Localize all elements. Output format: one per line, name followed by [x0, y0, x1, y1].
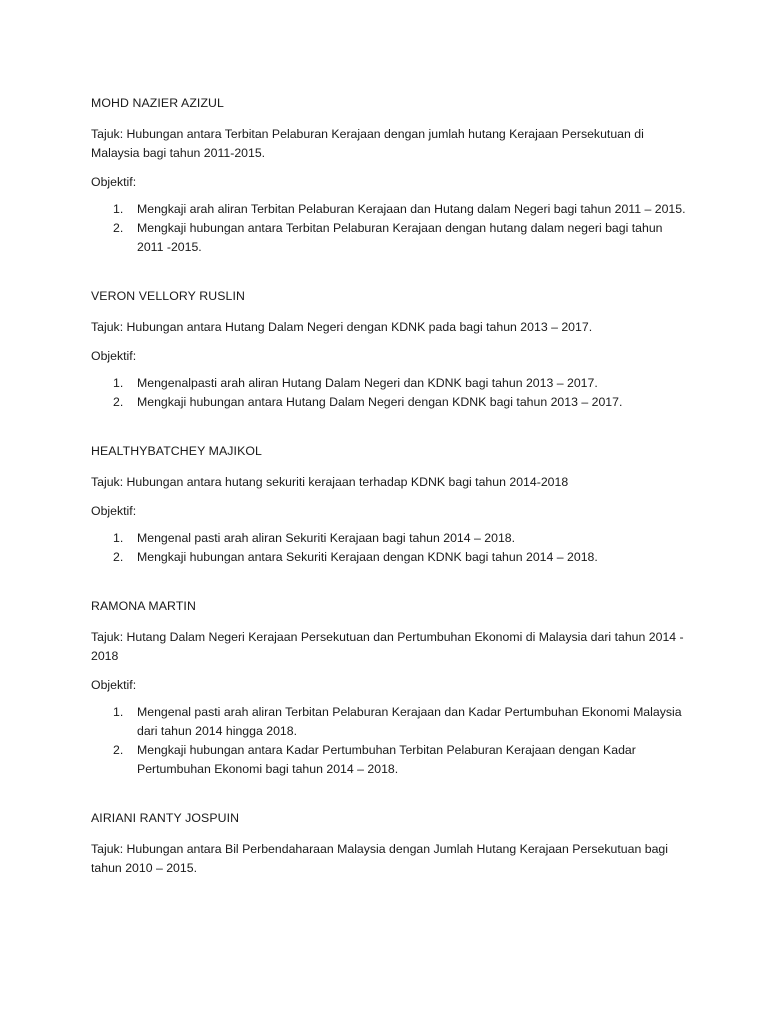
- objective-text: Mengenal pasti arah aliran Terbitan Pelaburan Kerajaan dan Kadar Pertumbuhan Ekonomi Malaysia dari tahun 2014 hingga 2018.: [137, 705, 682, 738]
- objective-text: Mengkaji hubungan antara Sekuriti Kerajaan dengan KDNK bagi tahun 2014 – 2018.: [137, 550, 598, 564]
- objective-label: Objektif:: [91, 175, 137, 189]
- document-body: [91, 94, 691, 908]
- objective-item: [91, 548, 691, 567]
- objective-list: [91, 374, 691, 412]
- objective-item: [91, 219, 691, 257]
- entry-airiani-ranty-jospuin: [91, 809, 691, 878]
- objective-number: 1.: [113, 202, 124, 216]
- objective-list: [91, 703, 691, 779]
- entry-healthybatchey-majikol: [91, 442, 691, 567]
- objective-number: 2.: [113, 743, 124, 757]
- objective-item: [91, 393, 691, 412]
- entry-veron-vellory-ruslin: [91, 287, 691, 412]
- objective-item: [91, 374, 691, 393]
- objective-item: [91, 529, 691, 548]
- author-name: MOHD NAZIER AZIZUL: [91, 96, 224, 110]
- entry-title: Tajuk: Hubungan antara Terbitan Pelaburan Kerajaan dengan jumlah hutang Kerajaan Persekutuan di Malaysia bagi tahun 2011-2015.: [91, 127, 644, 160]
- entry-ramona-martin: [91, 597, 691, 779]
- objective-label: Objektif:: [91, 349, 137, 363]
- author-name: VERON VELLORY RUSLIN: [91, 289, 245, 303]
- objective-text: Mengkaji hubungan antara Hutang Dalam Negeri dengan KDNK bagi tahun 2013 – 2017.: [137, 395, 623, 409]
- objective-text: Mengkaji hubungan antara Terbitan Pelaburan Kerajaan dengan hutang dalam negeri bagi tahun 2011 -2015.: [137, 221, 663, 254]
- entry-title: Tajuk: Hubungan antara hutang sekuriti kerajaan terhadap KDNK bagi tahun 2014-2018: [91, 475, 569, 489]
- entry-title: Tajuk: Hubungan antara Bil Perbendaharaan Malaysia dengan Jumlah Hutang Kerajaan Persekutuan bagi tahun 2010 – 2015.: [91, 842, 668, 875]
- objective-number: 1.: [113, 705, 124, 719]
- entry-mohd-nazier-azizul: [91, 94, 691, 257]
- objective-label: Objektif:: [91, 504, 137, 518]
- author-name: HEALTHYBATCHEY MAJIKOL: [91, 444, 262, 458]
- entry-title: Tajuk: Hubungan antara Hutang Dalam Negeri dengan KDNK pada bagi tahun 2013 – 2017.: [91, 320, 593, 334]
- objective-item: [91, 703, 691, 741]
- objective-item: [91, 741, 691, 779]
- entry-title: Tajuk: Hutang Dalam Negeri Kerajaan Persekutuan dan Pertumbuhan Ekonomi di Malaysia dari tahun 2014 - 2018: [91, 630, 684, 663]
- author-name: RAMONA MARTIN: [91, 599, 196, 613]
- objective-number: 1.: [113, 531, 124, 545]
- objective-number: 2.: [113, 221, 124, 235]
- objective-text: Mengkaji hubungan antara Kadar Pertumbuhan Terbitan Pelaburan Kerajaan dengan Kadar Pertumbuhan Ekonomi bagi tahun 2014 – 2018.: [137, 743, 636, 776]
- objective-label: Objektif:: [91, 678, 137, 692]
- objective-text: Mengkaji arah aliran Terbitan Pelaburan Kerajaan dan Hutang dalam Negeri bagi tahun 2011 – 2015.: [137, 202, 686, 216]
- objective-list: [91, 200, 691, 257]
- objective-number: 2.: [113, 550, 124, 564]
- objective-number: 2.: [113, 395, 124, 409]
- author-name: AIRIANI RANTY JOSPUIN: [91, 811, 240, 825]
- objective-text: Mengenal pasti arah aliran Sekuriti Kerajaan bagi tahun 2014 – 2018.: [137, 531, 516, 545]
- objective-text: Mengenalpasti arah aliran Hutang Dalam Negeri dan KDNK bagi tahun 2013 – 2017.: [137, 376, 598, 390]
- objective-number: 1.: [113, 376, 124, 390]
- objective-item: [91, 200, 691, 219]
- objective-list: [91, 529, 691, 567]
